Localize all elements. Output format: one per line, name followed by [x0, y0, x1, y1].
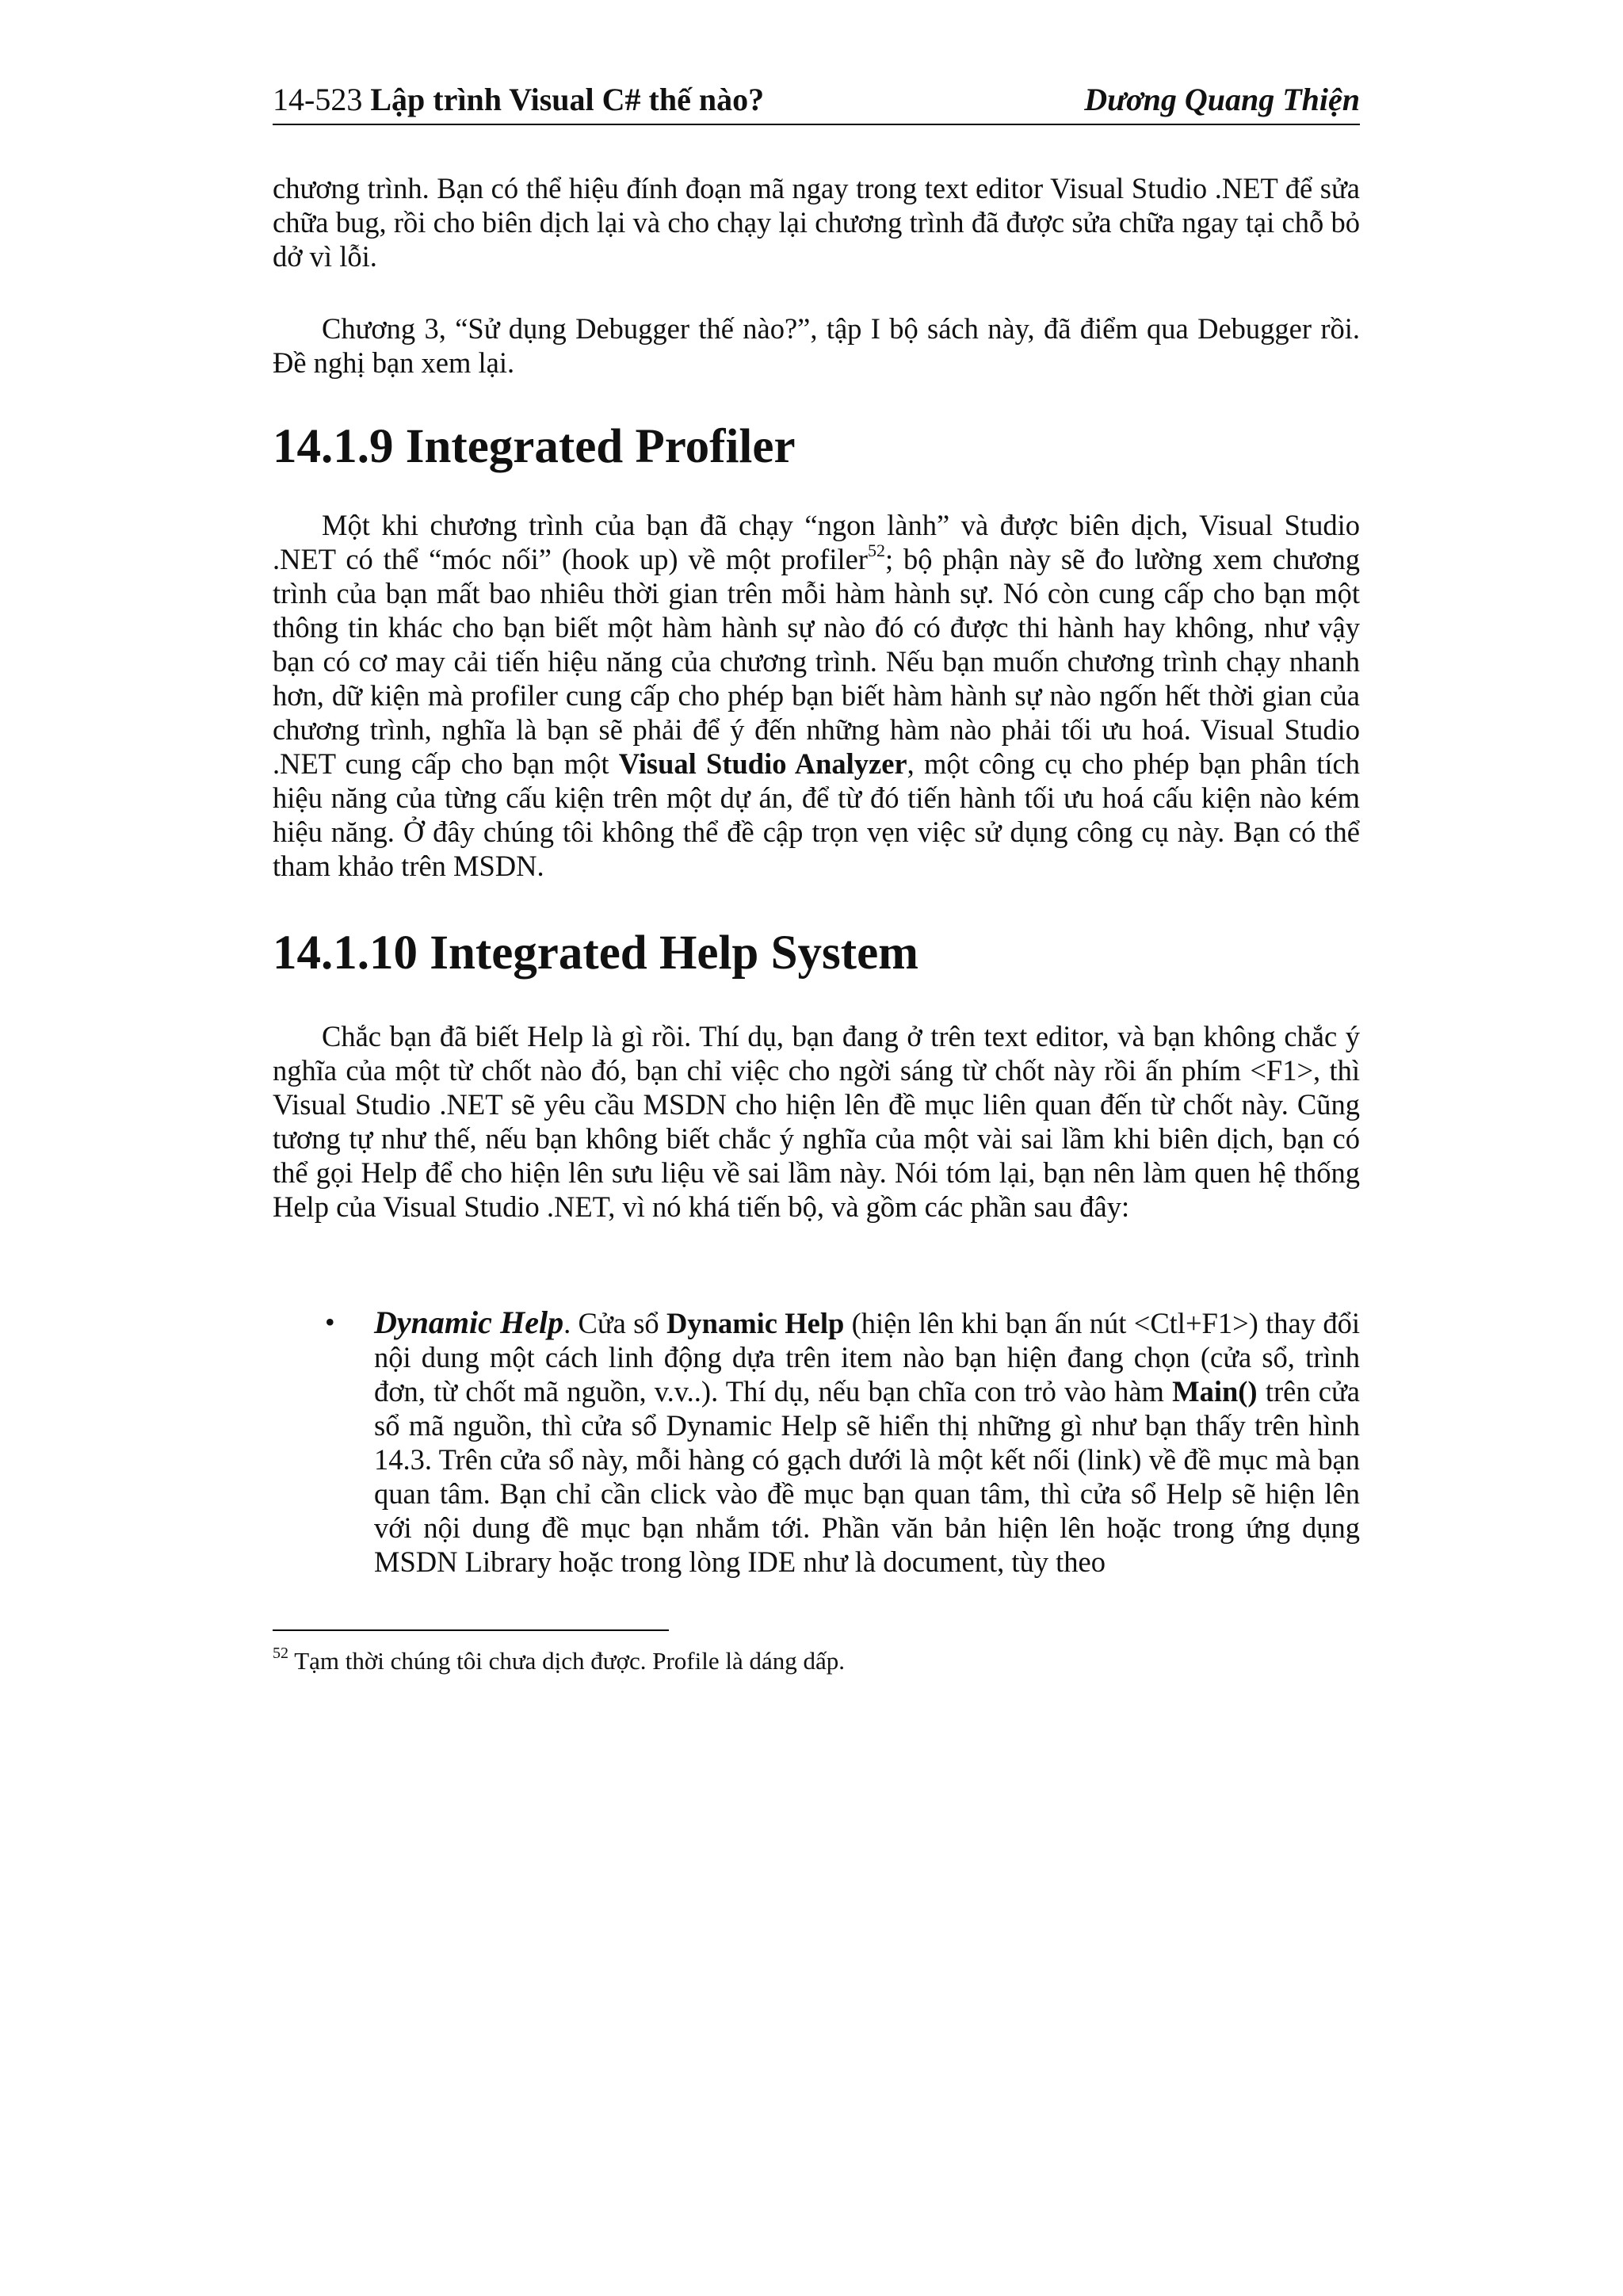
help-intro-paragraph: Chắc bạn đã biết Help là gì rồi. Thí dụ, bạn đang ở trên text editor, và bạn không chắc ý nghĩa của một từ chốt nào đó, bạn chỉ việc cho ngời sáng từ chốt này rồi ấn phím <F1>, thì Visual Studio .NET sẽ yêu cầu MSDN cho hiện lên đề mục liên quan đến từ chốt này. Cũng tương tự như thế, nếu bạn không biết chắc ý nghĩa của một vài sai lầm khi biên dịch, bạn có thể gọi Help để cho hiện lên sưu liệu về sai lầm này. Nói tóm lại, bạn nên làm quen hệ thống Help của Visual Studio .NET, vì nó khá tiến bộ, và gồm các phần sau đây:: [273, 1020, 1360, 1223]
header-title: [273, 76, 764, 124]
heading-integrated-help-system: 14.1.10 Integrated Help System: [273, 926, 918, 980]
dynamic-help-text: [374, 1305, 1360, 1579]
footnote-52: [273, 1645, 1360, 1677]
heading-integrated-profiler: 14.1.9 Integrated Profiler: [273, 420, 796, 473]
dynamic-help-text-3: trên cửa sổ mã nguồn, thì cửa sổ Dynamic Help sẽ hiển thị những gì như bạn thấy trên hình 14.3. Trên cửa sổ này, mỗi hàng có gạch dưới là một kết nối (link) về đề mục mà bạn quan tâm. Bạn chỉ cần click vào đề mục bạn quan tâm, thì cửa sổ Help sẽ hiện lên với nội dung đề mục bạn nhắm tới. Phần văn bản hiện lên hoặc trong ứng dụng MSDN Library hoặc trong lòng IDE như là document, tùy theo: [374, 1375, 1360, 1578]
dynamic-help-title: Dynamic Help: [374, 1305, 564, 1340]
intro-continuation: [273, 171, 1360, 273]
visual-studio-analyzer-term: Visual Studio Analyzer: [618, 747, 907, 780]
dynamic-help-text-2: (hiện lên khi bạn ấn nút <Ctl+F1>) thay đổi nội dung một cách linh động dựa trên item nào bạn hiện đang chọn (cửa sổ, trình đơn, từ chốt mã nguồn, v.v..). Thí dụ, nếu bạn chĩa con trỏ vào hàm: [374, 1307, 1360, 1408]
footnote-number: 52: [273, 1645, 288, 1662]
profiler-paragraph: [273, 508, 1360, 883]
profiler-text-a: Một khi chương trình của bạn đã chạy “ngon lành” và được biên dịch, Visual Studio .NET có thể “móc nối” (hook up) về một profiler: [273, 509, 1360, 575]
profiler-section-body: [273, 508, 1360, 883]
main-method-term: Main(): [1172, 1375, 1258, 1408]
footnote-separator: [273, 1629, 669, 1631]
header-page-ref: 14-523: [273, 82, 363, 117]
page-header: [273, 76, 1360, 125]
profiler-text-c: , một công cụ cho phép bạn phân tích hiệu năng của từng cấu kiện trên một dự án, để từ đó tiến hành tối ưu hoá cấu kiện nào kém hiệu năng. Ở đây chúng tôi không thể đề cập trọn vẹn việc sử dụng công cụ này. Bạn có thể tham khảo trên MSDN.: [273, 747, 1361, 882]
intro-chapter-note: [273, 311, 1360, 380]
bullet-marker: •: [325, 1306, 335, 1338]
help-section-body: [273, 1019, 1360, 1224]
intro-paragraph-2: Chương 3, “Sử dụng Debugger thế nào?”, tập I bộ sách này, đã điểm qua Debugger rồi. Đề nghị bạn xem lại.: [273, 312, 1360, 379]
profiler-text-b: ; bộ phận này sẽ đo lường xem chương trình của bạn mất bao nhiêu thời gian trên mỗi hàm hành sự. Nó còn cung cấp cho bạn một thông tin khác cho bạn biết một hàm hành sự nào đó có được thi hành hay không, như vậy bạn có cơ may cải tiến hiệu năng của chương trình. Nếu bạn muốn chương trình chạy nhanh hơn, dữ kiện mà profiler cung cấp cho phép bạn biết hàm hành sự nào ngốn hết thời gian của chương trình, nghĩa là bạn sẽ phải để ý đến những hàm nào phải tối ưu hoá. Visual Studio .NET cung cấp cho bạn một: [273, 543, 1360, 780]
document-page: [273, 0, 1360, 2296]
dynamic-help-window-term: Dynamic Help: [666, 1307, 845, 1339]
header-author: Dương Quang Thiện: [1084, 82, 1360, 117]
intro-paragraph-1: chương trình. Bạn có thể hiệu đính đoạn mã ngay trong text editor Visual Studio .NET để sửa chữa bug, rồi cho biên dịch lại và cho chạy lại chương trình đã được sửa chữa ngay tại chỗ bỏ dở vì lỗi.: [273, 172, 1360, 273]
footnote-text: Tạm thời chúng tôi chưa dịch được. Profile là dáng dấp.: [288, 1647, 846, 1675]
dynamic-help-bullet: [273, 1305, 1360, 1579]
dynamic-help-text-1: . Cửa sổ: [563, 1307, 667, 1339]
footnote-ref-52: 52: [867, 541, 885, 560]
header-book-title: Lập trình Visual C# thế nào?: [370, 82, 765, 117]
